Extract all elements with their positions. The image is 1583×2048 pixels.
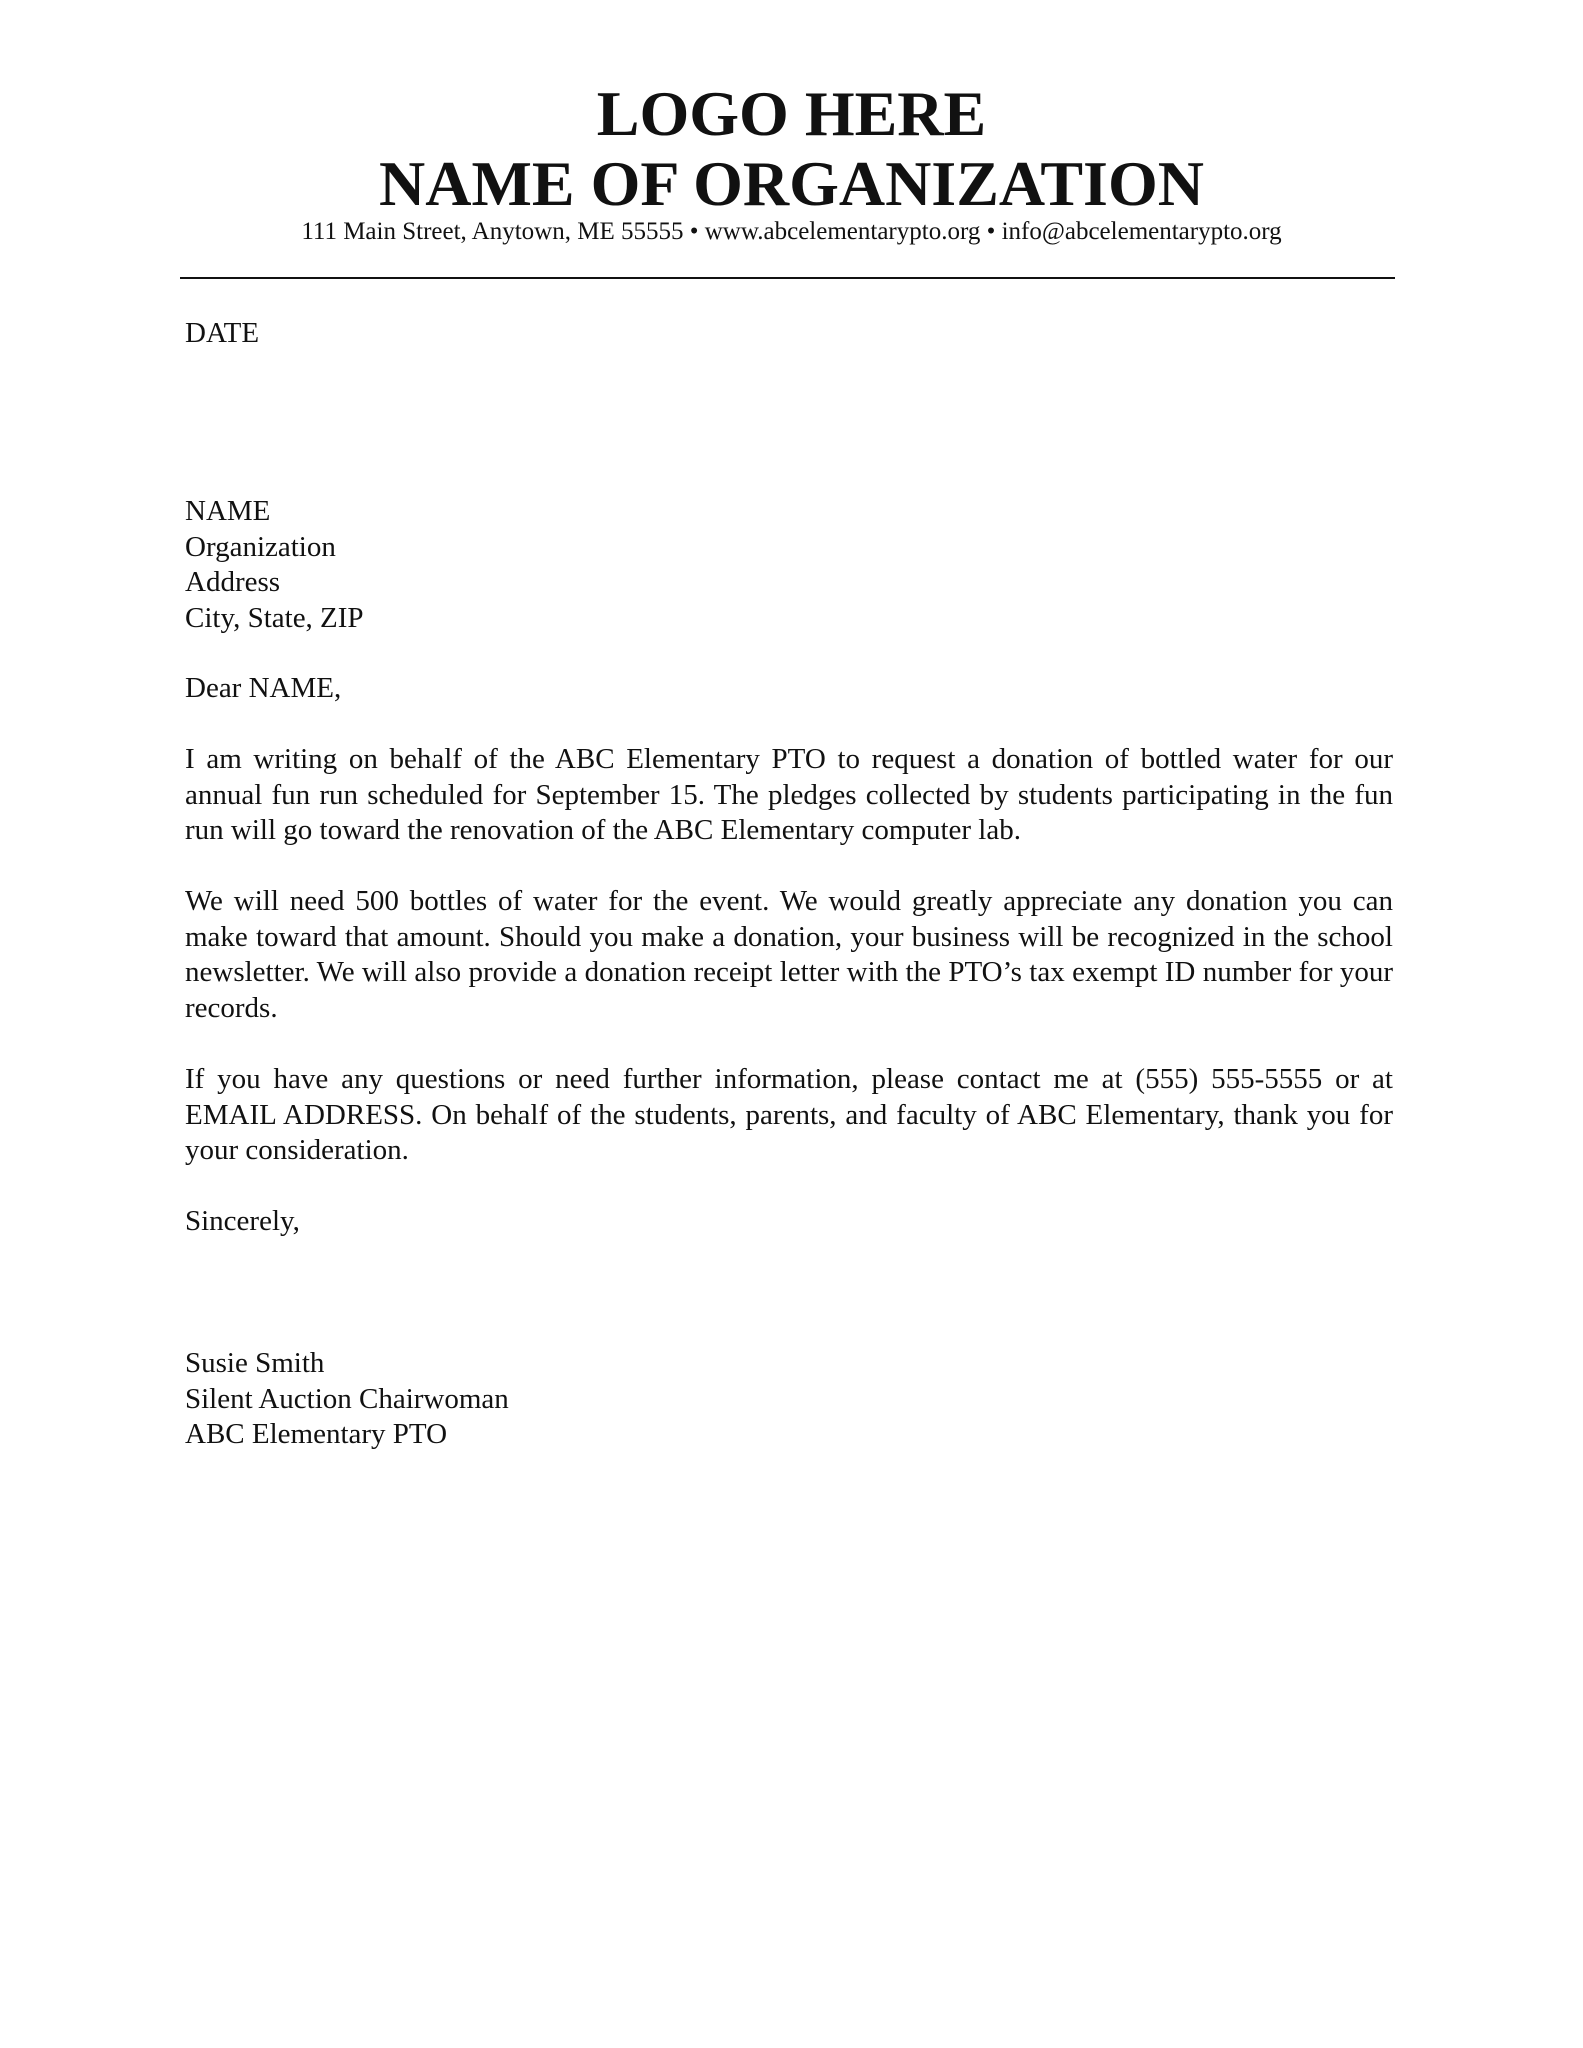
body-paragraph-3: If you have any questions or need further information, please contact me at (555) 555-5555 or at EMAIL ADDRESS. On behalf of the students, parents, and faculty of ABC Elementary, thank you for your consideration.: [185, 1063, 1393, 1166]
header-divider: [180, 277, 1395, 279]
signature-block: [185, 1346, 1393, 1453]
recipient-city-state-zip: City, State, ZIP: [185, 601, 364, 634]
letter-date: DATE: [185, 317, 260, 349]
signer-title: Silent Auction Chairwoman: [185, 1382, 509, 1415]
signer-name: Susie Smith: [185, 1347, 325, 1379]
salutation: Dear NAME,: [185, 672, 342, 704]
signer-organization: ABC Elementary PTO: [185, 1418, 448, 1450]
organization-name: NAME OF ORGANIZATION: [379, 148, 1204, 219]
recipient-address: Address: [185, 566, 281, 598]
body-paragraph-2: We will need 500 bottles of water for the event. We would greatly appreciate any donation you can make toward that amount. Should you make a donation, your business will be recognized in the school newsletter. We will also provide a donation receipt letter with the PTO’s tax exempt ID number for your records.: [185, 885, 1393, 1024]
recipient-organization: Organization: [185, 530, 336, 563]
body-paragraph-1: I am writing on behalf of the ABC Elementary PTO to request a donation of bottled water for our annual fun run scheduled for September 15. The pledges collected by students participating in the fun run will go toward the renovation of the ABC Elementary computer lab.: [185, 743, 1393, 846]
closing: Sincerely,: [185, 1205, 300, 1237]
logo-placeholder: LOGO HERE: [596, 78, 987, 149]
recipient-block: [185, 494, 1393, 636]
contact-line: 111 Main Street, Anytown, ME 55555 • www.abcelementarypto.org • info@abcelementarypto.org: [301, 218, 1282, 245]
recipient-name: NAME: [185, 495, 271, 527]
